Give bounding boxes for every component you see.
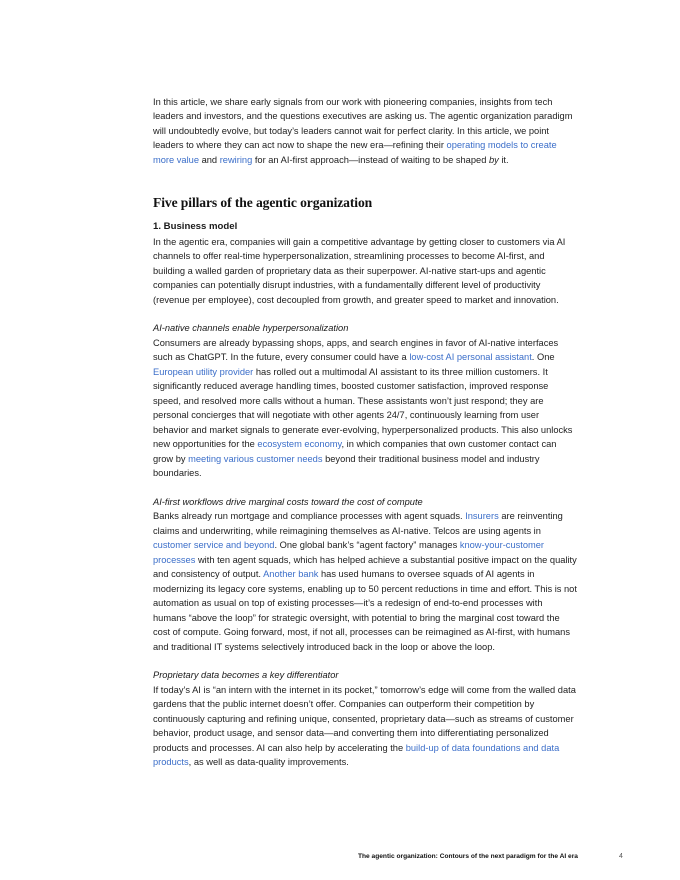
link-another-bank[interactable]: Another bank [263,569,319,580]
data-heading: Proprietary data becomes a key differentiator [153,670,339,681]
data-paragraph [153,683,577,770]
channels-text: beyond their traditional business model and industry boundaries. [153,453,540,479]
data-text: If today’s AI is “an intern with the internet in its pocket,” tomorrow’s edge will come from the walled data gardens that the public internet doesn’t offer. Companies can outperform their competition by continuously capturing and refining unique, consented, proprietary data—such as streams of customer behavior, product usage, and sensor data—and converting them into differentiating personalized products and processes. AI can also help by accelerating the [153,684,576,753]
link-kyc-processes[interactable]: know-your-customer processes [153,540,545,565]
channels-text: Consumers are already bypassing shops, apps, and search engines in favor of AI-native interfaces such as ChatGPT. In the future, every consumer could have a [153,337,559,363]
channels-text: , in which companies that own customer contact can grow by [153,439,557,464]
workflows-text: Banks already run mortgage and compliance processes with agent squads. [153,511,466,522]
channels-heading: AI-native channels enable hyperpersonalization [153,323,349,334]
workflows-text: . One global bank’s “agent factory” manages [274,540,460,551]
channels-text: has rolled out a multimodal AI assistant to its three million customers. It significantly reduced average handling times, boosted customer satisfaction, improved response speed, and resolved more calls without a human. These assistants won’t just respond; they are personal concierges that will negotiate with other agents 24/7, continuously learning from user behavior and market signals to generate ever-evolving, hyperpersonalized products. This also unlocks new opportunities for the [153,366,573,450]
link-insurers[interactable]: Insurers [465,511,499,522]
workflows-heading: AI-first workflows drive marginal costs toward the cost of compute [153,496,423,507]
footer-title: The agentic organization: Contours of the next paradigm for the AI era [358,853,578,860]
intro-emphasis: by [488,154,499,165]
link-ai-personal-assistant[interactable]: low-cost AI personal assistant [409,352,532,363]
channels-text: . One [531,352,555,363]
link-customer-service[interactable]: customer service and beyond [153,540,275,551]
business-model-heading: 1. Business model [153,221,238,233]
link-rewiring[interactable]: rewiring [219,154,253,165]
intro-text: and [199,154,220,165]
link-european-utility[interactable]: European utility provider [153,366,254,377]
link-ecosystem-economy[interactable]: ecosystem economy [257,439,342,450]
link-customer-needs[interactable]: meeting various customer needs [188,453,323,464]
workflows-text: with ten agent squads, which has helped achieve a substantial positive impact on the quality and consistency of output. [153,554,577,580]
intro-text: for an AI-first approach—instead of waiting to be shaped [252,154,489,165]
intro-text: In this article, we share early signals from our work with pioneering companies, insights from tech leaders and investors, and the questions executives are asking us. The agentic organization paradigm will undoubtedly evolve, but today’s leaders cannot wait for perfect clarity. In this article, we point leaders to where they can act now to shape the new era—refining their [153,97,573,151]
section-title: Five pillars of the agentic organization [153,195,373,211]
link-operating-models[interactable]: operating models to create more value [153,140,557,165]
workflows-paragraph [153,509,577,654]
workflows-text: has used humans to oversee squads of AI agents in modernizing its legacy core systems, enabling up to 50 percent reductions in time and effort. This is not automation as usual on top of existing processes—it’s a redesign of end-to-end processes with humans “above the loop” for strategic oversight, with potential to bring the marginal cost toward the cost of compute. Going forward, most, if not all, processes can be reimagined as AI-first, with humans and traditional IT systems selectively introduced back in the loop or above the loop. [153,569,577,652]
data-text: , as well as data-quality improvements. [188,757,349,768]
business-model-paragraph: In the agentic era, companies will gain a competitive advantage by getting closer to customers via AI channels to offer real-time hyperpersonalization, streamlining processes to become AI-first, and building a walled garden of proprietary data as their superpower. AI-native start-ups and agentic companies can potentially disrupt industries, with a fundamentally different level of productivity (revenue per employee), cost decoupled from growth, and greater speed to market and innovation. [153,236,566,305]
intro-paragraph [153,95,577,167]
workflows-text: are reinventing claims and underwriting, while reimagining themselves as AI-native. Telcos are using agents in [153,511,563,536]
intro-text: it. [498,154,509,165]
link-data-foundations[interactable]: build-up of data foundations and data products [153,742,560,768]
article-body [153,95,577,784]
page-number: 4 [619,853,623,860]
channels-paragraph [153,336,577,481]
